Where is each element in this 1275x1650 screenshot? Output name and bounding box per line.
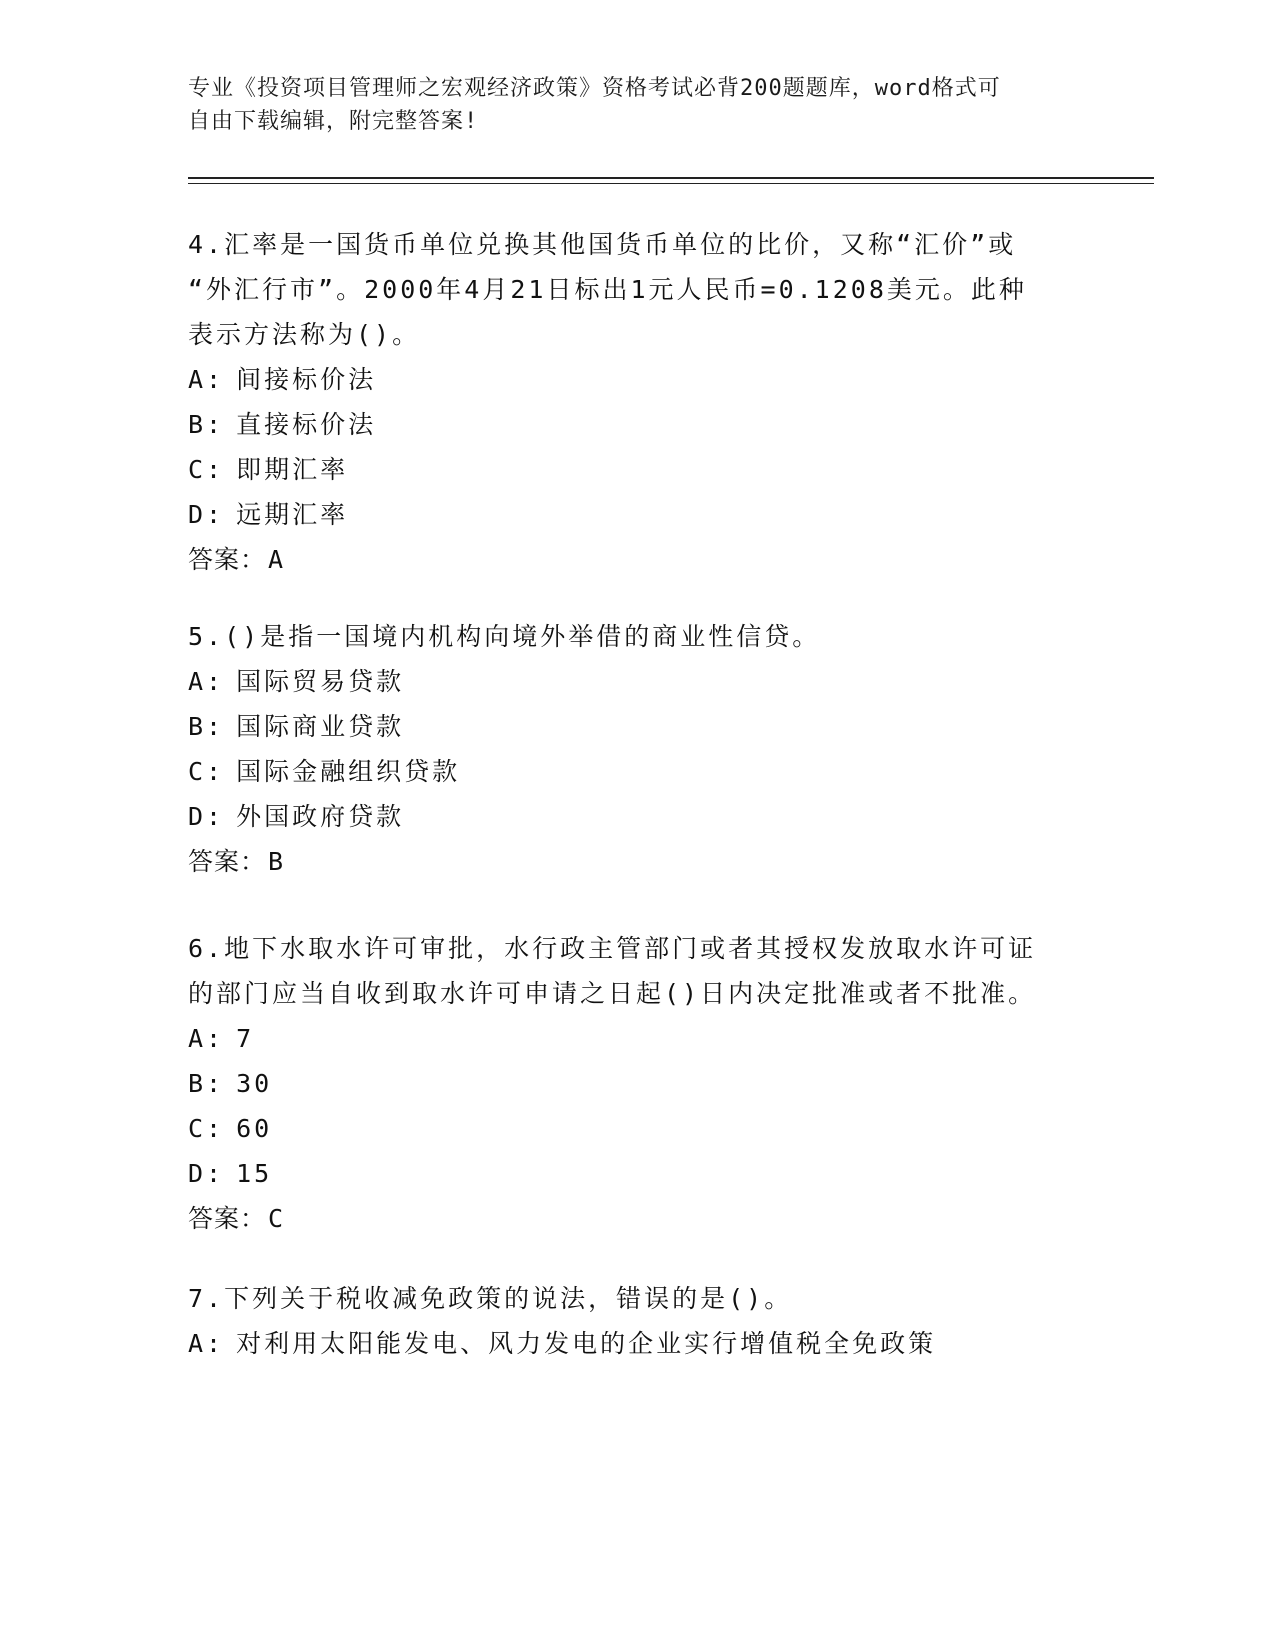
question-stem-line: 4.汇率是一国货币单位兑换其他国货币单位的比价，又称“汇价”或 xyxy=(188,230,1017,259)
option-a xyxy=(188,1321,1088,1366)
option-letter: C: xyxy=(188,455,225,484)
option-letter: A: xyxy=(188,667,225,696)
question-6 xyxy=(188,926,1088,1241)
question-stem-line: 7.下列关于税收减免政策的说法，错误的是()。 xyxy=(188,1284,793,1313)
option-text: 间接标价法 xyxy=(236,365,377,394)
answer-label: 答案： xyxy=(188,545,267,574)
answer-value: A xyxy=(268,545,285,574)
document-header xyxy=(188,72,1088,138)
option-a xyxy=(188,659,1088,704)
option-c xyxy=(188,749,1088,794)
question-4 xyxy=(188,222,1088,582)
option-letter: C: xyxy=(188,757,225,786)
question-stem-line: 表示方法称为()。 xyxy=(188,320,421,349)
option-text: 即期汇率 xyxy=(236,455,349,484)
header-line-2: 自由下载编辑，附完整答案! xyxy=(188,109,479,134)
option-c xyxy=(188,447,1088,492)
option-text: 15 xyxy=(236,1159,273,1188)
option-b xyxy=(188,704,1088,749)
option-text: 直接标价法 xyxy=(236,410,377,439)
option-text: 60 xyxy=(236,1114,273,1143)
option-b xyxy=(188,402,1088,447)
option-c xyxy=(188,1106,1088,1151)
option-letter: D: xyxy=(188,1159,225,1188)
header-divider-thin xyxy=(188,183,1154,184)
option-b xyxy=(188,1061,1088,1106)
option-text: 远期汇率 xyxy=(236,500,349,529)
option-a xyxy=(188,1016,1088,1061)
option-d xyxy=(188,492,1088,537)
answer-line xyxy=(188,839,1088,884)
question-stem-line: 5.()是指一国境内机构向境外举借的商业性信贷。 xyxy=(188,622,821,651)
header-divider-thick xyxy=(188,177,1154,179)
option-text: 30 xyxy=(236,1069,273,1098)
option-text: 外国政府贷款 xyxy=(236,802,405,831)
option-letter: B: xyxy=(188,410,225,439)
question-stem-line: 的部门应当自收到取水许可申请之日起()日内决定批准或者不批准。 xyxy=(188,979,1037,1008)
option-letter: D: xyxy=(188,500,225,529)
question-7 xyxy=(188,1276,1088,1366)
option-text: 国际贸易贷款 xyxy=(236,667,405,696)
option-letter: B: xyxy=(188,1069,225,1098)
question-stem-line: “外汇行市”。2000年4月21日标出1元人民币=0.1208美元。此种 xyxy=(188,275,1027,304)
question-stem-line: 6.地下水取水许可审批，水行政主管部门或者其授权发放取水许可证 xyxy=(188,934,1037,963)
answer-label: 答案： xyxy=(188,847,267,876)
option-letter: A: xyxy=(188,1329,225,1358)
answer-value: C xyxy=(268,1204,285,1233)
option-letter: A: xyxy=(188,1024,225,1053)
option-text: 国际金融组织贷款 xyxy=(236,757,461,786)
answer-value: B xyxy=(268,847,285,876)
option-text: 国际商业贷款 xyxy=(236,712,405,741)
answer-line xyxy=(188,1196,1088,1241)
option-letter: C: xyxy=(188,1114,225,1143)
option-letter: A: xyxy=(188,365,225,394)
option-a xyxy=(188,357,1088,402)
option-text: 对利用太阳能发电、风力发电的企业实行增值税全免政策 xyxy=(236,1329,937,1358)
option-d xyxy=(188,794,1088,839)
option-letter: D: xyxy=(188,802,225,831)
option-text: 7 xyxy=(236,1024,255,1053)
answer-label: 答案： xyxy=(188,1204,267,1233)
answer-line xyxy=(188,537,1088,582)
header-line-1: 专业《投资项目管理师之宏观经济政策》资格考试必背200题题库，word格式可 xyxy=(188,76,1001,101)
option-letter: B: xyxy=(188,712,225,741)
question-5 xyxy=(188,614,1088,884)
option-d xyxy=(188,1151,1088,1196)
